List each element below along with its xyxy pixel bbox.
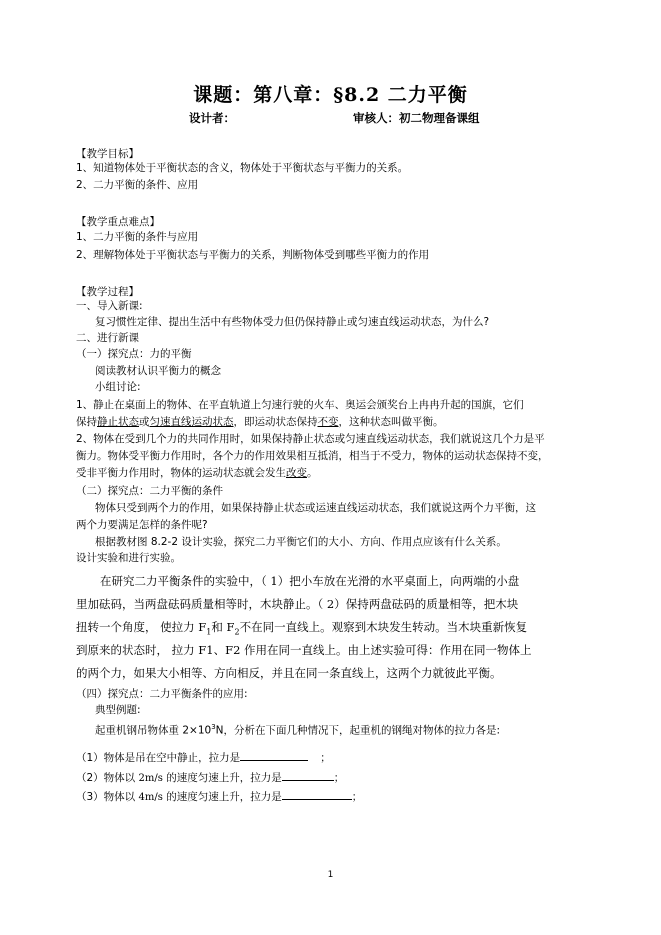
section2-line4: 设计实验和进行实验。 — [76, 552, 181, 564]
experiment-line2: 里加砝码，当两盘砝码质量相等时，木块静止。（ 2）保持两盘砝码的质量相等，把木块 — [76, 597, 519, 611]
key-points-heading: 【教学重点难点】 — [76, 216, 160, 228]
key-point-1: 1、二力平衡的条件与应用 — [76, 231, 199, 243]
section4-title: （四）探究点：二力平衡条件的应用: — [76, 688, 248, 700]
answer-line-3: （3）物体以 4m/s 的速度匀速上升，拉力是 ； — [76, 787, 362, 806]
section1-group: 小组讨论: — [95, 381, 141, 393]
goals-heading: 【教学目标】 — [76, 148, 139, 160]
section4-example: 典型例题: — [95, 704, 141, 716]
question2-line1: 2、物体在受到几个力的共同作用时，如果保持静止状态或匀速直线运动状态，我们就说这几个力是平 — [76, 433, 545, 445]
section2-line3: 根据教材图 8.2-2 设计实验，探究二力平衡它们的大小、方向、作用点应该有什么关系。 — [95, 536, 507, 548]
answer-change: 改变 — [286, 467, 307, 479]
reviewer-label: 审核人：初二物理备课组 — [353, 111, 480, 125]
question2-line3: 受非平衡力作用时，物体的运动状态就会发生改变。 — [76, 467, 318, 479]
answer-blank-2[interactable] — [282, 768, 334, 781]
designer-label: 设计者： — [189, 111, 235, 125]
section2-title: （二）探究点：二力平衡的条件 — [76, 485, 223, 497]
answer-blank-1[interactable] — [240, 748, 308, 761]
experiment-line5: 的两个力，如果大小相等、方向相反，并且在同一条直线上，这两个力就彼此平衡。 — [76, 666, 502, 680]
process-heading: 【教学过程】 — [76, 286, 139, 298]
goal-item-2: 2、二力平衡的条件、应用 — [76, 179, 199, 191]
answer-line-1: （1）物体是吊在空中静止，拉力是 ； — [76, 748, 331, 766]
part1-text: 复习惯性定律、提出生活中有些物体受力但仍保持静止或匀速直线运动状态，为什么? — [95, 316, 490, 328]
page-number: 1 — [327, 870, 334, 880]
section2-line1: 物体只受到两个力的作用，如果保持静止状态或运速直线运动状态，我们就说这两个力平衡，这 — [95, 502, 536, 514]
part1-title: 一、导入新课: — [76, 300, 143, 312]
goal-item-1: 1、知道物体处于平衡状态的含义，物体处于平衡状态与平衡力的关系。 — [76, 162, 409, 174]
part2-title: 二、进行新课 — [76, 332, 139, 344]
answer-uniform-motion: 匀速直线运动状态 — [149, 416, 234, 428]
question1-line1: 1、静止在桌面上的物体、在平直轨道上匀速行驶的火车、奥运会颁奖台上冉冉升起的国旗，它们 — [76, 399, 524, 411]
experiment-line1: 在研究二力平衡条件的实验中，（ 1）把小车放在光滑的水平桌面上，向两端的小盘 — [100, 574, 520, 588]
section1-read: 阅读教材认识平衡力的概念 — [95, 365, 221, 377]
question2-line2: 衡力。物体受平衡力作用时，各个力的作用效果相互抵消，相当于不受力，物体的运动状态保持不变， — [76, 450, 549, 462]
section2-line2: 两个力要满足怎样的条件呢? — [76, 519, 208, 531]
answer-line-2: （2）物体以 2m/s 的速度匀速上升，拉力是 ； — [76, 768, 344, 787]
experiment-line4: 到原来的状态时， 拉力 F1、F2 作用在同一直线上。由上述实验可得：作用在同一物体上 — [76, 643, 532, 657]
question1-line2: 保持静止状态或匀速直线运动状态，即运动状态保持不变，这种状态叫做平衡。 — [76, 416, 444, 428]
page-title: 课题：第八章：§8.2 二力平衡 — [193, 84, 468, 106]
key-point-2: 2、理解物体处于平衡状态与平衡力的关系，判断物体受到哪些平衡力的作用 — [76, 249, 430, 261]
answer-static: 静止状态 — [97, 416, 139, 428]
experiment-line3: 扭转一个角度， 使拉力 $F_1$和 $F_2$不在同一直线上。观察到木块发生转动。当木块重新恢复 — [76, 620, 528, 637]
section1-title: （一）探究点：力的平衡 — [76, 348, 192, 360]
answer-blank-3[interactable] — [282, 787, 352, 800]
answer-unchanged: 不变 — [317, 416, 339, 428]
section4-question: 起重机钢吊物体重 $2\times 10^3N$，分析在下面几种情况下，起重机的钢绳对物体的拉力各是: — [95, 723, 501, 737]
